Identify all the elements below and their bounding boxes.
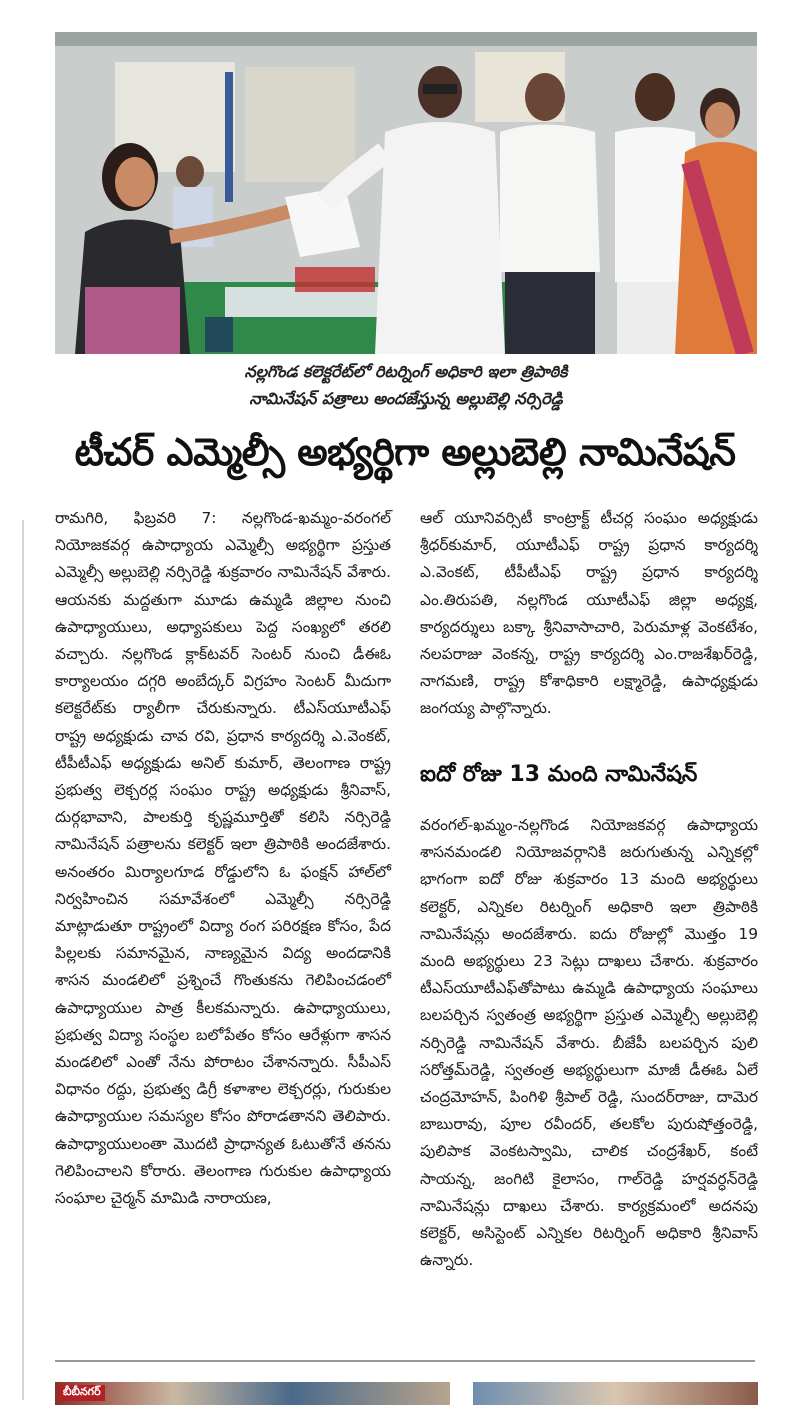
column-divider <box>22 520 24 1400</box>
article-left-column <box>55 505 391 1212</box>
article-paragraph-3: వరంగల్-ఖమ్మం-నల్లగొండ నియోజకవర్గ ఉపాధ్యాయ శాసనమండలి నియోజవర్గానికి జరుగుతున్న ఎన్నికల్లో భాగంగా ఐదో రోజు శుక్రవారం 13 మంది అభ్యర్థులు కలెక్టర్, ఎన్నికల రిటర్నింగ్ అధికారి ఇలా త్రిపాఠికి నామినేషన్లు అందజేశారు. ఐదు రోజుల్లో మొత్తం 19 మంది అభ్యర్థులు 23 సెట్లు దాఖలు చేశారు. శుక్రవారం టీఎస్‌యూటీఎఫ్‌తోపాటు ఉమ్మడి ఉపాధ్యాయ సంఘాలు బలపర్చిన స్వతంత్ర అభ్యర్థిగా ప్రస్తుత ఎమ్మెల్సీ అల్లుబెల్లి నర్సిరెడ్డి నామినేషన్ వేశారు. బీజేపీ బలపర్చిన పులి సరోత్తమ్‌రెడ్డి, స్వతంత్ర అభ్యర్థులుగా మాజీ డీఈఓ ఏలే చంద్రమోహన్, పింగిళి శ్రీపాల్ రెడ్డి, సుందర్‌రాజు, దామెర బాబురావు, పూల రవీందర్, తలకోల పురుషోత్తంరెడ్డి, పులిపాక వెంకటస్వామి, చాలిక చంద్రశేఖర్, కంటే సాయన్న, జంగిటి కైలాసం, గాల్‌రెడ్డి హర్షవర్ధన్‌రెడ్డి నామినేషన్లు దాఖలు చేశారు. కార్యక్రమంలో అదనపు కలెక్టర్, అసిస్టెంట్ ఎన్నికల రిటర్నింగ్ అధికారి శ్రీనివాస్ ఉన్నారు. <box>420 816 758 1270</box>
next-article-label: బీబీనగర్ <box>59 1385 105 1401</box>
photo-caption-line-1: నల్లగొండ కలెక్టరేట్‌లో రిటర్నింగ్ అధికారి ఇలా త్రిపాఠికి <box>244 362 568 381</box>
section-divider <box>55 1360 755 1362</box>
next-article-photo-right <box>473 1382 758 1405</box>
article-right-column-bottom <box>420 812 758 1274</box>
article-subheading: ఐదో రోజు 13 మంది నామినేషన్ <box>420 762 698 787</box>
article-paragraph-1: రామగిరి, ఫిబ్రవరి 7: నల్లగొండ-ఖమ్మం-వరంగల్ నియోజకవర్గ ఉపాధ్యాయ ఎమ్మెల్సీ అభ్యర్థిగా ప్రస్తుత ఎమ్మెల్సీ అల్లుబెల్లి నర్సిరెడ్డి శుక్రవారం నామినేషన్ వేశారు. ఆయనకు మద్దతుగా మూడు ఉమ్మడి జిల్లాల నుంచి ఉపాధ్యాయులు, అధ్యాపకులు పెద్ద సంఖ్యలో తరలి వచ్చారు. నల్లగొండ క్లాక్‌టవర్ సెంటర్ నుంచి డీఈఓ కార్యాలయం దగ్గరి అంబేద్కర్ విగ్రహం సెంటర్ మీదుగా కలెక్టరేట్‌కు ర్యాలీగా చేరుకున్నారు. టీఎస్‌యూటీఎఫ్ రాష్ట్ర అధ్యక్షుడు చావ రవి, ప్రధాన కార్యదర్శి ఎ.వెంకట్, టీపీటీఎఫ్ అధ్యక్షుడు అనిల్ కుమార్, తెలంగాణ రాష్ట్ర ప్రభుత్వ లెక్చరర్ల సంఘం రాష్ట్ర అధ్యక్షుడు శ్రీనివాస్, దుర్గభావాని, పాలకుర్తి కృష్ణమూర్తితో కలిసి నర్సిరెడ్డి నామినేషన్ పత్రాలను కలెక్టర్ ఇలా త్రిపాఠికి అందజేశారు. అనంతరం మిర్యాలగూడ రోడ్డులోని ఓ ఫంక్షన్ హాల్‌లో నిర్వహించిన సమావేశంలో ఎమ్మెల్సీ నర్సిరెడ్డి మాట్లాడుతూ రాష్ట్రంలో విద్యా రంగ పరిరక్షణ కోసం, పేద పిల్లలకు సమానమైన, నాణ్యమైన విద్య అందడానికి శాసన మండలిలో ప్రశ్నించే గొంతుకను గెలిపించడంలో ఉపాధ్యాయుల పాత్ర కీలకమన్నారు. ఉపాధ్యాయులు, ప్రభుత్వ విద్యా సంస్థల బలోపేతం కోసం ఆరేళ్లుగా శాసన మండలిలో ఎంతో నేను పోరాటం చేశానన్నారు. సీపీఎస్ విధానం రద్దు, ప్రభుత్వ డిగ్రీ కళాశాల లెక్చరర్లు, గురుకుల ఉపాధ్యాయుల సమస్యల కోసం పోరాడతానని తెలిపారు. ఉపాధ్యాయులంతా మొదటి ప్రాధాన్యత ఓటుతోనే తనను గెలిపించాలని కోరారు. తెలంగాణ గురుకుల ఉపాధ్యాయ సంఘాల చైర్మన్ మామిడి నారాయణ, <box>55 509 391 1208</box>
news-photo-illustration <box>55 32 757 354</box>
news-photo <box>55 32 757 354</box>
photo-caption-line-2: నామినేషన్ పత్రాలు అందజేస్తున్న అల్లుబెల్లి నర్సిరెడ్డి <box>249 389 563 408</box>
next-article-photo-left <box>55 1382 450 1405</box>
article-right-column-top <box>420 505 758 723</box>
article-paragraph-2: ఆల్ యూనివర్సిటీ కాంట్రాక్ట్ టీచర్ల సంఘం అధ్యక్షుడు శ్రీధర్‌కుమార్, యూటీఎఫ్ రాష్ట్ర ప్రధాన కార్యదర్శి ఎ.వెంకట్, టీపీటీఎఫ్ రాష్ట్ర ప్రధాన కార్యదర్శి ఎం.తిరుపతి, నల్లగొండ యూటీఎఫ్ జిల్లా అధ్యక్ష, కార్యదర్శులు బక్కా శ్రీనివాసాచారి, పెరుమాళ్ల వెంకటేశం, నలపరాజు వెంకన్న, రాష్ట్ర కార్యదర్శి ఎం.రాజశేఖర్‌రెడ్డి, నాగమణి, రాష్ట్ర కోశాధికారి లక్ష్మారెడ్డి, ఉపాధ్యక్షుడు జంగయ్య పాల్గొన్నారు. <box>420 509 758 718</box>
article-headline: టీచర్ ఎమ్మెల్సీ అభ్యర్థిగా అల్లుబెల్లి నామినేషన్ <box>74 430 736 474</box>
